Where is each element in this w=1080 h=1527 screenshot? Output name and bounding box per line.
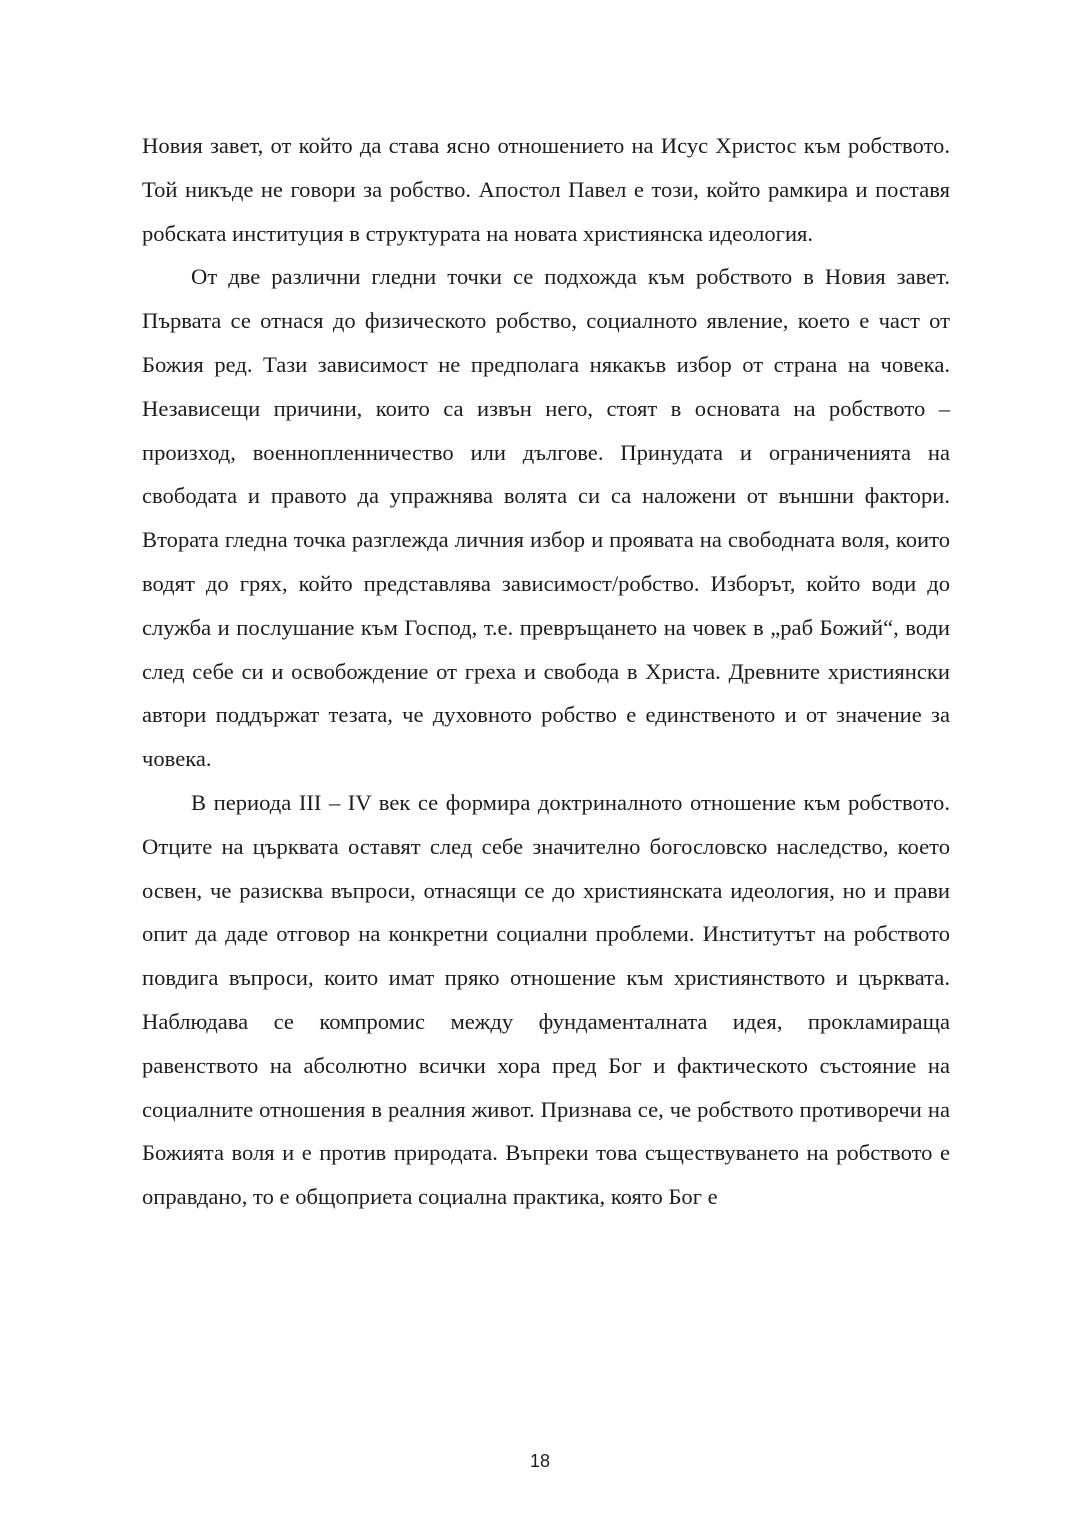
body-text	[142, 124, 950, 1219]
page-number: 18	[529, 1451, 551, 1471]
paragraph-1: Новия завет, от който да става ясно отношението на Исус Христос към робството. Той никъде не говори за робство. Апостол Павел е този, който рамкира и поставя робската институция в структурата на новата християнска идеология.	[142, 133, 950, 246]
paragraph-3: В периода III – IV век се формира доктриналното отношение към робството. Отците на църквата оставят след себе значително богословско наследство, което освен, че разисква въпроси, отнасящи се до християнската идеология, но и прави опит да даде отговор на конкретни социални проблеми. Институтът на робството повдига въпроси, които имат пряко отношение към християнството и църквата. Наблюдава се компромис между фундаменталната идея, прокламираща равенството на абсолютно всички хора пред Бог и фактическото състояние на социалните отношения в реалния живот. Признава се, че робството противоречи на Божията воля и е против природата. Въпреки това съществуването на робството е оправдано, то е общоприета социална практика, която Бог е	[142, 789, 950, 1210]
paragraph-2: От две различни гледни точки се подхожда към робството в Новия завет. Първата се отнася до физическото робство, социалното явление, което е част от Божия ред. Тази зависимост не предполага някакъв избор от страна на човека. Независещи причини, които са извън него, стоят в основата на робството – произход, военнопленничество или дългове. Принудата и ограниченията на свободата и правото да упражнява волята си са наложени от външни фактори. Втората гледна точка разглежда личния избор и проявата на свободната воля, които водят до грях, който представлява зависимост/робство. Изборът, който води до служба и послушание към Господ, т.е. превръщането на човек в „раб Божий“, води след себе си и освобождение от греха и свобода в Христа. Древните християнски автори поддържат тезата, че духовното робство е единственото и от значение за човека.	[142, 264, 950, 772]
